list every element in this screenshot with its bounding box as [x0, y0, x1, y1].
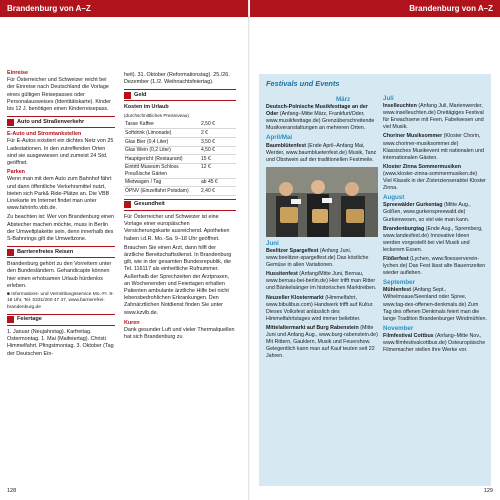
section-header-feiertage	[7, 314, 115, 326]
kosten-row	[124, 138, 236, 147]
kosten-price: 2,40 €	[200, 187, 236, 196]
kosten-price: 4,50 €	[200, 146, 236, 155]
event-title: Mittelaltermarkt auf Burg Rabenstein	[266, 324, 359, 331]
right-page	[250, 0, 500, 500]
festivals-box	[259, 74, 491, 486]
kosten-item: Mietwagen / Tag	[124, 178, 200, 187]
kosten-price: 3,50 €	[200, 138, 236, 147]
section-title-estation: E-Auto und Stromtankstellen	[7, 131, 82, 138]
event-text: (Mitte Juni und Anfang Aug., www.burg-rabenstein.de) Mit Rittern, Gauklern, Musik und Feuershow. Gelegentlich kann man auf Kauf teuten seit 22 Jahren.	[266, 324, 378, 360]
kosten-price: 2 €	[200, 129, 236, 138]
health-icon	[124, 201, 131, 208]
kosten-item: Eintritt Museum Schloss Preußische Gärten	[124, 163, 200, 178]
kosten-item: Glas Wein (0,2 Liter)	[124, 146, 200, 155]
kosten-row	[124, 146, 236, 155]
event-text: (Anfang–Mitte Nov., www.filmfestivalcottbus.de) Osteuropäische Filmemacher stellen ihre Werke vor.	[383, 332, 486, 354]
arzt-text: Brauchen Sie einen Arzt, dann hilft der ärztliche Bereitschaftsdienst. In Brandenburg gilt, wie in der gesamten Bundesrepublik, die Tel. 116117 als einheitliche Rufnummer. Außerhalb der Sprechzeiten der Arztpraxen, an Wochenenden und Feiertagen erhalten Patienten ambulante ärztliche Hilfe bei nicht lebensbedrohlichen Erkrankungen. Den Zahnärztlichen Notdienst finden Sie unter www.kzvlb.de.	[124, 244, 232, 316]
event-title: Brandenburgtag	[383, 225, 425, 232]
month-juni: Juni	[266, 239, 279, 247]
wheelchair-icon	[7, 249, 14, 256]
event-text: (Mitte Aug., Golßen, www.gurkenspreewald.de) Gurkenwesen, so viel wie man kann.	[383, 202, 471, 223]
kosten-row	[124, 129, 236, 138]
einreise-text: Für Österreicher und Schweizer reicht bei der Einreise nach Deutschland die Vorlage eines gültigen Reisepasses oder Personalausweises (Identitätskarte). Kinder bis 12 J. benötigen einen Kinderreisepass.	[7, 77, 111, 113]
festivals-title: Festivals und Events	[266, 79, 340, 88]
event-title: Choriner Musiksommer	[383, 133, 443, 140]
event-title: Flößerfest	[383, 255, 409, 262]
kosten-row	[124, 155, 236, 164]
event-title: Inselleuchten	[383, 103, 417, 110]
kosten-title: Kosten im Urlaub	[124, 104, 169, 111]
section-header-barriere	[7, 246, 115, 258]
kosten-item: Glas Bier (0,4 Liter)	[124, 138, 200, 147]
car-icon	[7, 119, 14, 126]
festivals-column-1	[266, 94, 378, 362]
kosten-row	[124, 163, 236, 178]
page-number-right: 129	[483, 488, 493, 494]
kosten-subtitle: (durchschnittliches Preisniveau)	[124, 112, 189, 118]
month-august: August	[383, 194, 405, 202]
event-title: Beelitzer Spargelfest	[266, 247, 319, 254]
event-title: Deutsch-Polnische Musikfesttage an der Oder	[266, 104, 368, 118]
month-november: November	[383, 324, 414, 332]
feiertage-text: 1. Januar (Neujahrstag). Karfreitag. Ostermontag. 1. Mai (Maifeiertag). Christi Himmelfahrt. Pfingstmontag. 3. Oktober (Tag der Deutschen Ein-	[7, 328, 114, 357]
kosten-item: Softdrink (Limonade)	[124, 129, 200, 138]
calendar-icon	[7, 316, 14, 323]
kosten-item: Hauptgericht (Restaurant)	[124, 155, 200, 164]
kosten-price: ab 45 €	[200, 178, 236, 187]
kosten-item: ÖPNV (Einzelfahrt Potsdam)	[124, 187, 200, 196]
page-number-left: 128	[7, 488, 17, 494]
page-header-right: Brandenburg von A–Z	[250, 0, 500, 17]
section-header-auto-label: Auto und Straßenverkehr	[17, 118, 85, 125]
event-text: (Anfang Juli, Marienwerder, www.inselleuchten.de) Dreitägiges Festival für Erwachsene mit Feen, Fabelwesen und viel Musik.	[383, 103, 484, 131]
page-header-left: Brandenburg von A–Z	[0, 0, 250, 17]
event-text: (Ende Aug., Spremberg, www.landesfest.de) Innovative Ideen werden vorgestellt bei viel Musik und leckerem Essen.	[383, 225, 483, 253]
event-text: (Ende April–Anfang Mai, Werder, www.baumbluetenfest.de) Musik, Tanz und Obstwein auf der traditionellen Festmeile.	[266, 142, 377, 163]
event-text: (Anfang Sept., Wilhelmsaue/Seenland oder Spree, www.tag-des-offenen-denkmals.de) Zum Tag des offenen Denkmals feiert man die lange Tradition Brandenburger Windmühlen.	[383, 287, 487, 322]
month-maerz: März	[336, 96, 351, 103]
gesundheit-text: Für Österreicher und Schweizer ist eine Vorlage einer europäischen Versicherungskarte ausreichend. Apotheken haben i.d.R. Mo.-Sa. 9–18 Uhr geöffnet.	[124, 213, 230, 242]
estation-text: Für E-Autos existiert ein dichtes Netz von 25 Ladestationen. In den zutreffenden Orten sind sie ausgewiesen und zumeist 24 Std. geöffnet.	[7, 138, 114, 167]
event-text: (www.kloster-zinna-sommermusiken.de) Viel Klassik in der Zisterzienserabtei Kloster Zinna.	[383, 170, 486, 192]
event-text: (Kloster Chorin, www.choriner-musiksommer.de) Klassisches Musikevent mit nationalen und internationalen Gästen.	[383, 133, 484, 161]
section-title-kuren: Kuren	[124, 319, 140, 326]
festival-photo-illustration	[266, 167, 378, 237]
kosten-table	[124, 121, 236, 196]
kosten-row	[124, 178, 236, 187]
event-text: (Anfang/Mitte Juni, Bernau, www.bernau-bei-berlin.de) Hier trifft man Ritter und Bänkelsänger im historischen Marktreiben.	[266, 271, 377, 292]
umwelt-text: Zu beachten ist: Wer von Brandenburg einen Abstecher machen möchte, muss in Berlin der Umweltplakette sein, denn innerhalb des S-Bahnrings gilt die Umweltzone.	[7, 214, 115, 243]
section-header-geld	[124, 89, 236, 101]
left-column-2	[124, 72, 236, 343]
festivals-column-2	[383, 93, 487, 356]
event-text: (Anfang Juni, www.beelitzer-spargelfest.de) Das köstliche Gemüse in allen Variationen.	[266, 247, 369, 269]
left-column-1	[7, 70, 115, 360]
month-juli: Juli	[383, 95, 394, 102]
event-title: Baumblütenfest	[266, 142, 307, 149]
section-header-gesundheit-label: Gesundheit	[134, 201, 165, 208]
month-september: September	[383, 279, 415, 287]
kosten-price: 2,50 €	[200, 121, 236, 129]
section-header-auto	[7, 116, 115, 128]
month-aprilmai: April/Mai	[266, 134, 293, 142]
kuren-text: Dank gesunder Luft und vieler Thermalquellen hat sich Brandenburg zu	[124, 327, 235, 341]
section-header-gesundheit	[124, 199, 236, 211]
section-header-barriere-label: Barrierefreies Reisen	[17, 248, 74, 255]
parken-text: Wenn man mit dem Auto zum Bahnhof fährt und dann öffentliche Verkehrsmittel nutzt, bieten sich Park& Ride-Plätze an. Die VBB Linekarte im Internet findet man unter www.fahrinfo.vbb.de.	[7, 176, 112, 212]
event-text: (Anfang–Mitte März, Frankfurt/Oder, www.musikfesttage.de) Grenzüberschreitende Musikveranstaltungen an mehreren Orten.	[266, 111, 375, 132]
barriere-text: Brandenburg gehört zu den Vorreitern unter den Bundesländern. Gehandicapte können hier einen erholsamen Urlaub hürdenlos erleben.	[7, 261, 112, 289]
section-title-parken: Parken	[7, 169, 25, 176]
kosten-price: 12 €	[200, 163, 236, 178]
section-header-geld-label: Geld	[134, 91, 147, 98]
event-title: Spreewälder Gurkentag	[383, 202, 443, 209]
kosten-row	[124, 187, 236, 196]
kosten-price: 15 €	[200, 155, 236, 164]
kosten-row	[124, 121, 236, 129]
event-title: Kloster Zinna Sommermusiken	[383, 163, 462, 170]
kosten-item: Tasse Kaffee	[124, 121, 200, 129]
feiertage-cont-text: heit). 31. Oktober (Reformationstag). 25./26. Dezember (1./2. Weihnachtsfeiertag).	[124, 72, 230, 86]
event-text: (Himmelfahrt, www.bibulibus.com) Handwerk trifft auf Kultur. Dieses Volksfest anlässlich des Himmelfahrtstages wird immer beliebter.	[266, 294, 374, 322]
event-title: Hussitenfest	[266, 271, 298, 278]
event-title: Mühlenfest	[383, 287, 411, 294]
event-text: (Lychen, www.floesserverein-lychen.de) Das Fest lässt alte Bauernzeiten wieder aufleben.	[383, 255, 486, 277]
money-icon	[124, 92, 131, 99]
festival-photo	[266, 167, 378, 237]
section-title-einreise: Einreise	[7, 70, 28, 76]
event-title: Filmfestival Cottbus	[383, 332, 434, 339]
event-title: Neuzeller Klostermarkt	[266, 294, 324, 301]
barriere-info: ■ Informations- und Vermittlungsservice Mo.-Fr. 9-18 Uhr, Tel. 0331/200 47 47, www.barrierefrei-brandenburg.de	[7, 292, 114, 310]
section-header-feiertage-label: Feiertage	[17, 316, 42, 323]
